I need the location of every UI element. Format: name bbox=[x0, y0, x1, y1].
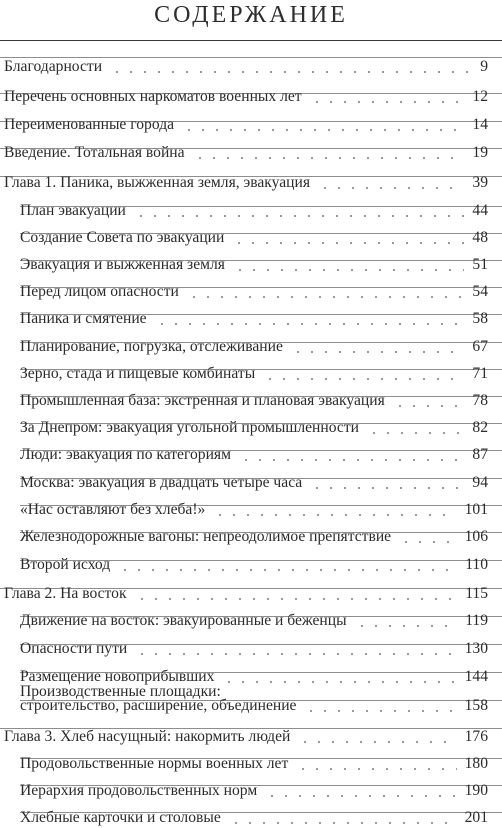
toc-page-number: 48 bbox=[472, 229, 488, 246]
toc-entry-title: Создание Совета по эвакуации bbox=[20, 229, 225, 246]
toc-page-number: 101 bbox=[464, 501, 488, 518]
dot-leader bbox=[291, 337, 464, 357]
toc-page-number: 130 bbox=[464, 640, 488, 657]
dot-leader bbox=[298, 727, 456, 747]
toc-page-number: 201 bbox=[464, 809, 488, 826]
toc-page-number: 78 bbox=[472, 392, 488, 409]
toc-page-number: 82 bbox=[472, 419, 488, 436]
toc-page-number: 71 bbox=[472, 365, 488, 382]
dot-leader bbox=[304, 696, 456, 716]
dot-leader bbox=[118, 555, 457, 575]
toc-page-number: 190 bbox=[464, 782, 488, 799]
dot-leader bbox=[263, 364, 464, 384]
toc-entry-title: Производственные площадки: bbox=[20, 683, 221, 700]
toc-page-number: 19 bbox=[472, 144, 488, 161]
dot-leader bbox=[393, 391, 465, 411]
toc-entry-title: Промышленная база: экстренная и плановая эвакуация bbox=[20, 392, 385, 409]
dot-leader bbox=[318, 173, 464, 193]
toc-entry-title: Эвакуация и выжженная земля bbox=[20, 256, 225, 273]
dot-leader bbox=[355, 611, 458, 631]
toc-page-number: 158 bbox=[464, 697, 488, 714]
dot-leader bbox=[310, 87, 465, 107]
toc-entry-title: За Днепром: эвакуация угольной промышленности bbox=[20, 419, 360, 436]
dot-leader bbox=[222, 667, 456, 687]
toc-entry-title: «Нас оставляют без хлеба!» bbox=[20, 501, 206, 518]
toc-entry-title: План эвакуации bbox=[20, 202, 126, 219]
dot-leader bbox=[213, 500, 456, 520]
toc-page-number: 94 bbox=[472, 474, 488, 491]
page-title: СОДЕРЖАНИЕ bbox=[154, 2, 348, 28]
toc-entry-title: Переименованные города bbox=[4, 116, 175, 133]
toc-entry-title: Паника и смятение bbox=[20, 310, 147, 327]
toc-page-number: 144 bbox=[464, 668, 488, 685]
toc-entry-title: строительство, расширение, объединение bbox=[20, 697, 297, 714]
toc-entry-title: Москва: эвакуация в двадцать четыре часа bbox=[20, 474, 303, 491]
toc-entry-title: Введение. Тотальная война bbox=[4, 144, 185, 161]
dot-leader bbox=[233, 255, 464, 275]
dot-leader bbox=[239, 445, 464, 465]
dot-leader bbox=[229, 808, 457, 828]
toc-entry-title: Второй исход bbox=[20, 556, 111, 573]
toc-entry-title: Глава 3. Хлеб насущный: накормить людей bbox=[4, 728, 291, 745]
toc-entry-title: Хлебные карточки и столовые bbox=[20, 809, 221, 826]
toc-page-number: 176 bbox=[464, 728, 488, 745]
toc-entry-title: Перечень основных наркоматов военных лет bbox=[4, 88, 302, 105]
toc-entry-title: Перед лицом опасности bbox=[20, 283, 179, 300]
toc-entry-title: Продовольственные нормы военных лет bbox=[20, 755, 289, 772]
toc-page-number: 39 bbox=[472, 174, 488, 191]
toc-page-number: 119 bbox=[465, 612, 488, 629]
dot-leader bbox=[135, 584, 458, 604]
dot-leader bbox=[265, 781, 456, 801]
toc-page-number: 87 bbox=[472, 446, 488, 463]
toc-entry-title: Опасности пути bbox=[20, 640, 128, 657]
dot-leader bbox=[193, 143, 465, 163]
dot-leader bbox=[135, 639, 456, 659]
toc-page-number: 9 bbox=[480, 58, 488, 75]
dot-leader bbox=[182, 115, 464, 135]
toc-page-number: 67 bbox=[472, 338, 488, 355]
toc-page-number: 106 bbox=[464, 528, 488, 545]
toc-entry-title: Глава 2. На восток bbox=[4, 585, 127, 602]
toc-page-number: 14 bbox=[472, 116, 488, 133]
toc-entry-title: Благодарности bbox=[4, 58, 103, 75]
toc-entry-title: Иерархия продовольственных норм bbox=[20, 782, 258, 799]
toc-entry-title: Планирование, погрузка, отслеживание bbox=[20, 338, 283, 355]
toc-page-number: 110 bbox=[465, 556, 488, 573]
toc-page-number: 58 bbox=[472, 310, 488, 327]
dot-leader bbox=[187, 282, 465, 302]
dot-leader bbox=[134, 201, 465, 221]
dot-leader bbox=[296, 754, 456, 774]
dot-leader bbox=[155, 309, 465, 329]
toc-entry-title: Размещение новоприбывших bbox=[20, 668, 215, 685]
toc-entry-title: Глава 1. Паника, выжженная земля, эвакуация bbox=[4, 174, 311, 191]
toc-page-number: 54 bbox=[472, 283, 488, 300]
toc-entry-title: Люди: эвакуация по категориям bbox=[20, 446, 231, 463]
toc-page-number: 115 bbox=[465, 585, 488, 602]
toc-entry-title: Зерно, стада и пищевые комбинаты bbox=[20, 365, 256, 382]
dot-leader bbox=[110, 57, 472, 77]
dot-leader bbox=[232, 228, 464, 248]
dot-leader bbox=[399, 527, 457, 547]
dot-leader bbox=[310, 473, 464, 493]
dot-leader bbox=[367, 418, 464, 438]
toc-page-number: 51 bbox=[472, 256, 488, 273]
toc-page-number: 44 bbox=[472, 202, 488, 219]
toc-page-number: 180 bbox=[464, 755, 488, 772]
toc-page-number: 12 bbox=[472, 88, 488, 105]
toc-entry-title: Железнодорожные вагоны: непреодолимое препятствие bbox=[20, 528, 392, 545]
toc-entry-title: Движение на восток: эвакуированные и беженцы bbox=[20, 612, 347, 629]
